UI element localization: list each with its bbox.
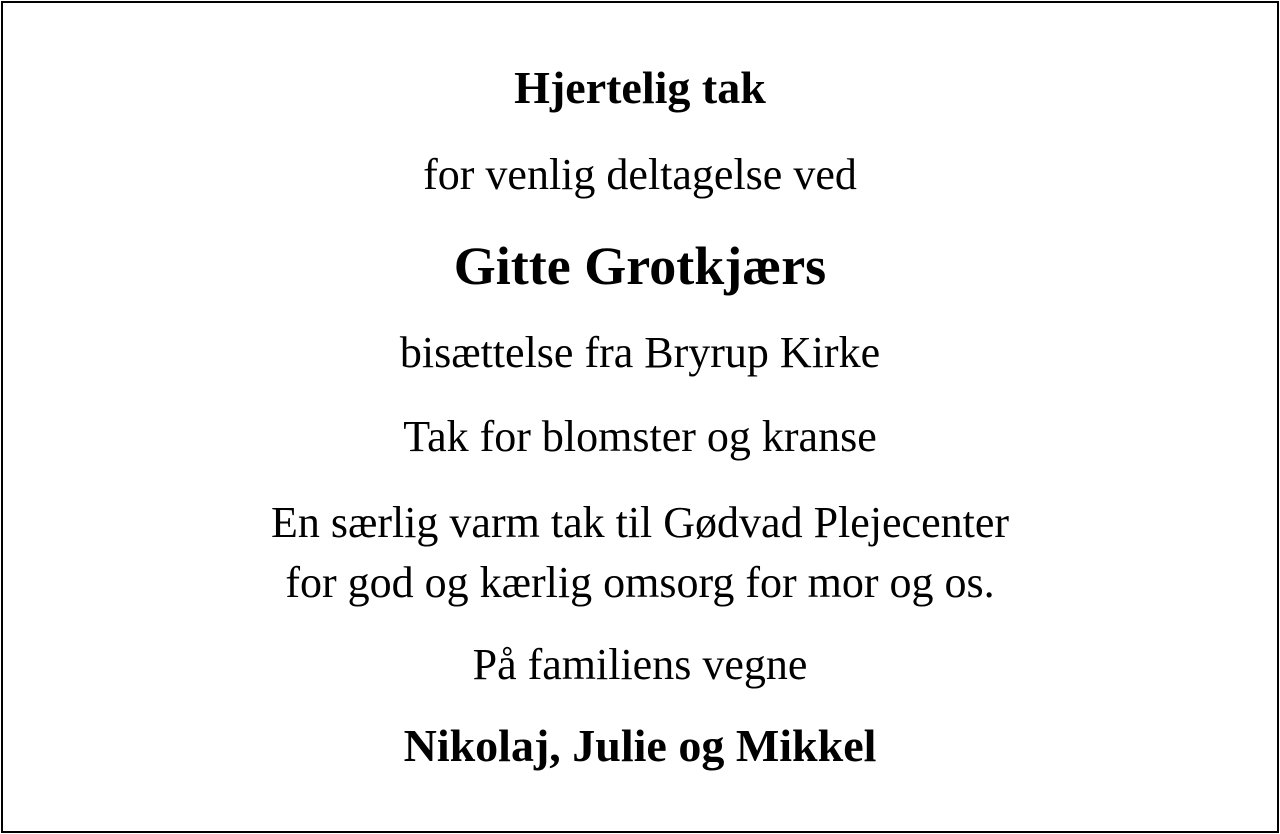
ceremony-text: bisættelse fra Bryrup Kirke [399, 328, 881, 377]
notice-intro: for venlig deltagelse ved [423, 150, 857, 199]
on-behalf-text: På familiens vegne [472, 640, 808, 689]
family-signature: Nikolaj, Julie og Mikkel [403, 720, 877, 771]
deceased-name: Gitte Grotkjærs [453, 236, 827, 296]
notice-heading: Hjertelig tak [514, 62, 766, 113]
special-thanks-line-2: for god og kærlig omsorg for mor og os. [285, 558, 995, 607]
special-thanks-line-1: En særlig varm tak til Gødvad Plejecenter [270, 498, 1010, 547]
flowers-thanks: Tak for blomster og kranse [403, 412, 877, 461]
notice-frame [1, 1, 1279, 833]
